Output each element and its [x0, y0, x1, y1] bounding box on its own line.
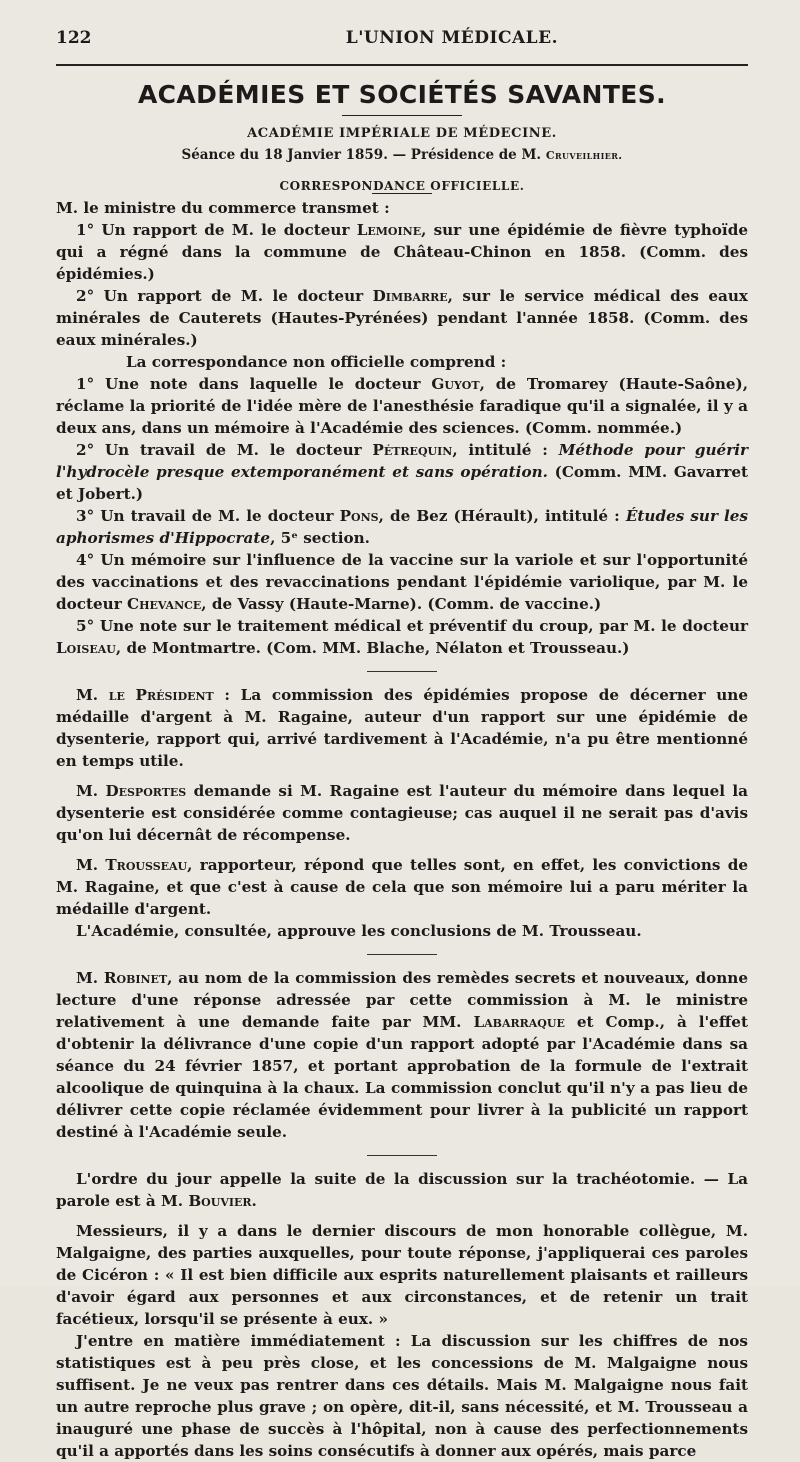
title-rule [342, 115, 462, 116]
paragraph: 4° Un mémoire sur l'influence de la vaccine sur la variole et sur l'opportunité des vaccinations et des revaccinations pendant l'épidémie variolique, par M. le docteur Chevance, de Vassy (Haute-Marne). (Comm. de vaccine.) [56, 551, 748, 613]
running-head: L'UNION MÉDICALE. [345, 28, 558, 48]
paragraph: M. Trousseau, rapporteur, répond que telles sont, en effet, les convictions de M. Ragaine, et que c'est à cause de cela que son mémoire lui a paru mériter la médaille d'argent. [56, 856, 748, 918]
paragraph: 1° Une note dans laquelle le docteur Guyot, de Tromarey (Haute-Saône), réclame la priorité de l'idée mère de l'anesthésie faradique qu'il a signalée, il y a deux ans, dans un mémoire à l'Académie des sciences. (Comm. nommée.) [56, 375, 748, 437]
academy-heading: ACADÉMIE IMPÉRIALE DE MÉDECINE. [247, 126, 557, 141]
correspondence-heading: CORRESPONDANCE OFFICIELLE. [279, 179, 525, 193]
paragraph: M. le Président : La commission des épidémies propose de décerner une médaille d'argent à M. Ragaine, auteur d'un rapport sur une épidémie de dysenterie, rapport qui, arrivé tardivement à l'Académie, n'a pu être mentionné en temps utile. [56, 686, 749, 770]
paragraph: 2° Un rapport de M. le docteur Dimbarre, sur le service médical des eaux minérales de Cauterets (Hautes-Pyrénées) pendant l'année 1858. (Comm. des eaux minérales.) [56, 287, 748, 349]
paragraph: M. Desportes demande si M. Ragaine est l'auteur du mémoire dans lequel la dysenterie est considérée comme contagieuse; cas auquel il ne serait pas d'avis qu'on lui décernât de récompense. [56, 782, 749, 844]
paragraph: L'ordre du jour appelle la suite de la discussion sur la trachéotomie. — La parole est à M. Bouvier. [56, 1170, 748, 1210]
paragraph: 3° Un travail de M. le docteur Pons, de Bez (Hérault), intitulé : Études sur les aphorismes d'Hippocrate, 5ᵉ section. [56, 507, 749, 547]
page-header [56, 28, 748, 58]
paragraph: La correspondance non officielle comprend : [126, 353, 507, 371]
correspondence-rule [372, 193, 432, 194]
session-text: Séance du 18 Janvier 1859. — Présidence de M. [181, 147, 542, 163]
session-line [56, 147, 748, 163]
paragraph: 2° Un travail de M. le docteur Pétrequin, intitulé : Méthode pour guérir l'hydrocèle presque extemporanément et sans opération. (Comm. MM. Gavarret et Jobert.) [56, 441, 748, 503]
section-divider [367, 1155, 437, 1156]
paragraph: 1° Un rapport de M. le docteur Lemoine, sur une épidémie de fièvre typhoïde qui a régné dans la commune de Château-Chinon en 1858. (Comm. des épidémies.) [56, 221, 748, 283]
header-rule [56, 64, 748, 66]
tracheotomy-section [56, 1168, 748, 1462]
section-divider [367, 954, 437, 955]
paragraph: 5° Une note sur le traitement médical et préventif du croup, par M. le docteur Loiseau, de Montmartre. (Com. MM. Blache, Nélaton et Trousseau.) [56, 617, 748, 657]
president-name: Cruveilhier. [545, 149, 623, 162]
medal-section [56, 684, 748, 942]
paragraph: M. le ministre du commerce transmet : [56, 199, 390, 217]
section-title: ACADÉMIES ET SOCIÉTÉS SAVANTES. [137, 80, 667, 109]
page-number: 122 [56, 28, 92, 48]
paragraph: Messieurs, il y a dans le dernier discours de mon honorable collègue, M. Malgaigne, des parties auxquelles, pour toute réponse, j'appliquerai ces paroles de Cicéron : « Il est bien difficile aux esprits naturellement plaisants et railleurs d'avoir égard aux personnes et aux circonstances, et de retenir un trait facétieux, lorsqu'il se présente à eux. » [56, 1222, 748, 1328]
paragraph: M. Robinet, au nom de la commission des remèdes secrets et nouveaux, donne lecture d'une réponse adressée par cette commission à M. le ministre relativement à une demande faite par MM. Labarraque et Comp., à l'effet d'obtenir la délivrance d'une copie d'un rapport adopté par l'Académie dans sa séance du 24 février 1857, et portant approbation de la formule de l'extrait alcoolique de quinquina à la chaux. La commission conclut qu'il n'y a pas lieu de délivrer cette copie réclamée évidemment pour livrer à la publicité un rapport destiné à l'Académie seule. [56, 969, 748, 1141]
paragraph: J'entre en matière immédiatement : La discussion sur les chiffres de nos statistiques est à peu près close, et les concessions de M. Malgaigne nous suffisent. Je ne veux pas rentrer dans ces détails. Mais M. Malgaigne nous fait un autre reproche plus grave ; on opère, dit-il, sans nécessité, et M. Trousseau a inauguré une phase de succès à l'hôpital, non à cause des perfectionnements qu'il a apportés dans les soins consécutifs à donner aux opérés, mais parce [56, 1332, 748, 1460]
secret-remedies-section [56, 967, 748, 1143]
section-divider [367, 671, 437, 672]
correspondence-section [56, 197, 748, 659]
paragraph: L'Académie, consultée, approuve les conclusions de M. Trousseau. [76, 922, 642, 940]
